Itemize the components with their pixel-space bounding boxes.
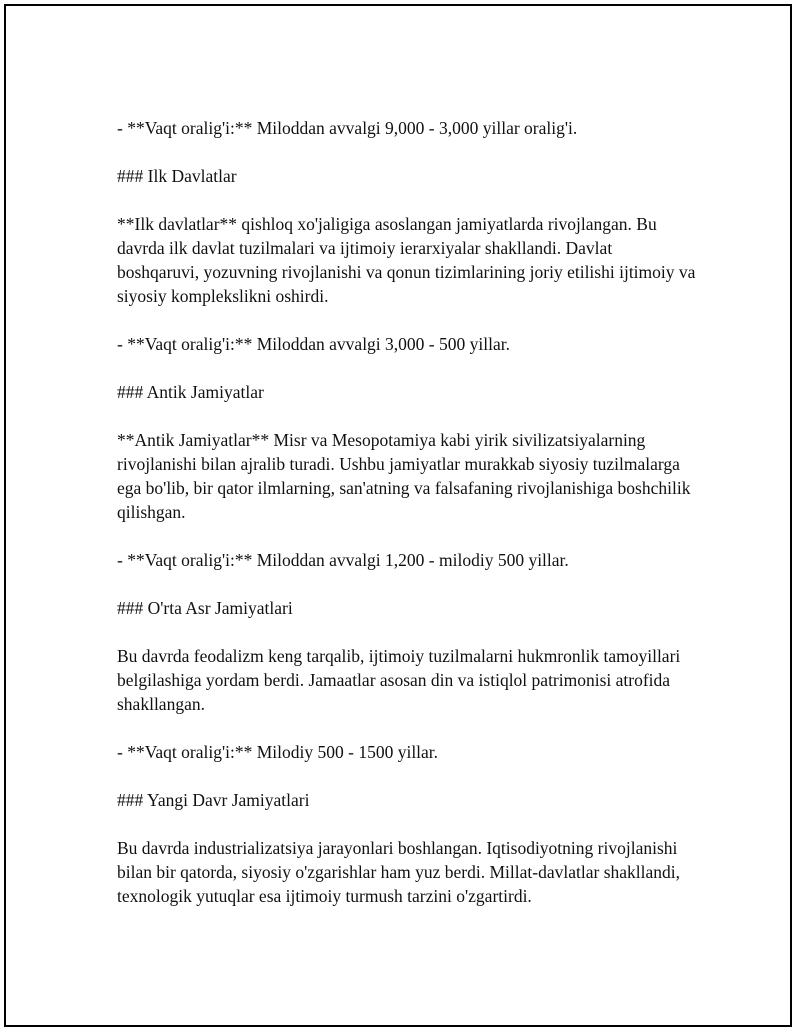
timeframe-line-prehistoric: - **Vaqt oralig'i:** Miloddan avvalgi 9,000 - 3,000 yillar oralig'i.	[117, 118, 578, 138]
paragraph-ilk-davlatlar: **Ilk davlatlar** qishloq xo'jaligiga asoslangan jamiyatlarda rivojlangan. Bu davrda ilk davlat tuzilmalari va ijtimoiy ierarxiyalar shakllandi. Davlat boshqaruvi, yozuvning rivojlanishi va qonun tizimlarining joriy etilishi ijtimoiy va siyosiy komplekslikni oshirdi.	[117, 214, 696, 306]
timeframe-line-antik-jamiyatlar: - **Vaqt oralig'i:** Miloddan avvalgi 1,200 - milodiy 500 yillar.	[117, 550, 569, 570]
timeframe-line-ilk-davlatlar: - **Vaqt oralig'i:** Miloddan avvalgi 3,000 - 500 yillar.	[117, 334, 510, 354]
heading-antik-jamiyatlar: ### Antik Jamiyatlar	[117, 382, 264, 402]
heading-yangi-davr-jamiyatlari: ### Yangi Davr Jamiyatlari	[117, 790, 310, 810]
paragraph-yangi-davr-jamiyatlari: Bu davrda industrializatsiya jarayonlari boshlangan. Iqtisodiyotning rivojlanishi bilan bir qatorda, siyosiy o'zgarishlar ham yuz berdi. Millat-davlatlar shakllandi, texnologik yutuqlar esa ijtimoiy turmush tarzini o'zgartirdi.	[117, 838, 680, 906]
paragraph-orta-asr-jamiyatlari: Bu davrda feodalizm keng tarqalib, ijtimoiy tuzilmalarni hukmronlik tamoyillari belgilashiga yordam berdi. Jamaatlar asosan din va istiqlol patrimonisi atrofida shakllangan.	[117, 646, 681, 714]
heading-orta-asr-jamiyatlari: ### O'rta Asr Jamiyatlari	[117, 598, 293, 618]
timeframe-line-orta-asr: - **Vaqt oralig'i:** Milodiy 500 - 1500 yillar.	[117, 742, 439, 762]
paragraph-antik-jamiyatlar: **Antik Jamiyatlar** Misr va Mesopotamiya kabi yirik sivilizatsiyalarning rivojlanishi bilan ajralib turadi. Ushbu jamiyatlar murakkab siyosiy tuzilmalarga ega bo'lib, bir qator ilmlarning, san'atning va falsafaning rivojlanishiga boshchilik qilishgan.	[117, 430, 691, 522]
heading-ilk-davlatlar: ### Ilk Davlatlar	[117, 166, 237, 186]
document-body	[117, 116, 697, 932]
